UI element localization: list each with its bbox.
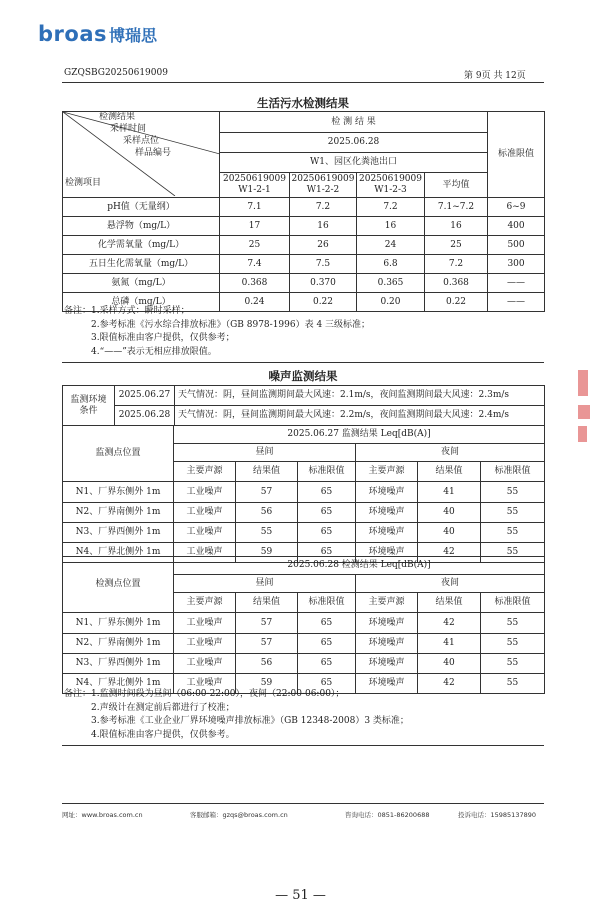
- location-header: 检测点位置: [63, 557, 174, 613]
- sewage-table: [62, 111, 545, 312]
- col-source: 主要声源: [356, 462, 418, 482]
- noise-result-table-2: [62, 556, 545, 694]
- day-header: 昼间: [174, 444, 356, 462]
- footer-rule: [62, 803, 544, 804]
- table-row: N4、厂界北侧外 1m 工业噪声 59 65 环境噪声 42 55: [63, 543, 545, 563]
- footer-email: 客服邮箱：gzqs@broas.com.cn: [190, 811, 288, 819]
- result-caption: 2025.06.28 检测结果 Leq[dB(A)]: [174, 557, 545, 575]
- corner-label-time: 采样时间: [110, 124, 147, 134]
- env-weather-1: 天气情况：阴，昼间监测期间最大风速：2.1m/s，夜间监测期间最大风速：2.3m/s: [175, 386, 545, 406]
- table-row: 总磷（mg/L） 0.24 0.22 0.20 0.22 ——: [63, 293, 545, 312]
- table-row: N3、厂界西侧外 1m 工业噪声 55 65 环境噪声 40 55: [63, 523, 545, 543]
- corner-label-result: 检测结果: [99, 112, 136, 122]
- note-line: 4.“——”表示无相应排放限值。: [91, 346, 217, 357]
- note-line: 2.声级计在测定前后都进行了校准；: [91, 702, 235, 713]
- footer-complaint-phone: 投诉电话：15985137890: [458, 811, 536, 819]
- sewage-notes: [64, 305, 370, 359]
- note-line: 3.限值标准由客户提供，仅供参考；: [91, 333, 235, 343]
- noise-result-table-1: [62, 425, 545, 563]
- noise-env-table: [62, 385, 545, 426]
- sample-date: 2025.06.28: [220, 133, 488, 153]
- corner-label-item: 检测项目: [65, 178, 102, 188]
- table-row: N3、厂界西侧外 1m 工业噪声 56 65 环境噪声 40 55: [63, 654, 545, 674]
- col-std: 标准限值: [481, 593, 545, 613]
- col-result: 结果值: [418, 593, 481, 613]
- sewage-title: 生活污水检测结果: [257, 96, 349, 110]
- noise-notes: [64, 688, 409, 742]
- note-line: 2.参考标准《污水综合排放标准》（GB 8978-1996）表 4 三级标准；: [91, 319, 371, 330]
- note-line: 3.参考标准《工业企业厂界环境噪声排放标准》（GB 12348-2008）3 类标准；: [91, 716, 409, 726]
- location-header: 监测点位置: [63, 426, 174, 482]
- std-limit-header: 标准限值: [488, 112, 545, 198]
- col-source: 主要声源: [356, 593, 418, 613]
- report-number: GZQSBG20250619009: [64, 68, 168, 78]
- section-rule: [62, 362, 544, 363]
- sample-id-2: 20250619009 W1-2-2: [290, 173, 357, 198]
- sample-id-1: 20250619009 W1-2-1: [220, 173, 290, 198]
- table-row: 氨氮（mg/L） 0.368 0.370 0.365 0.368 ——: [63, 274, 545, 293]
- note-line: 备注：1.监测时间段为昼间（06:00-22:00），夜间（22:00-06:00）；: [64, 689, 345, 699]
- table-row: N2、厂界南侧外 1m 工业噪声 57 65 环境噪声 41 55: [63, 634, 545, 654]
- sample-id-3: 20250619009 W1-2-3: [357, 173, 425, 198]
- col-result: 结果值: [236, 462, 298, 482]
- env-date-2: 2025.06.28: [115, 406, 175, 426]
- table-row: pH值（无量纲） 7.1 7.2 7.2 7.1~7.2 6~9: [63, 198, 545, 217]
- section-rule: [62, 745, 544, 746]
- seal-fragment: [578, 426, 587, 442]
- col-source: 主要声源: [174, 593, 236, 613]
- table-row: N4、厂界北侧外 1m 工业噪声 59 65 环境噪声 42 55: [63, 674, 545, 694]
- env-date-1: 2025.06.27: [115, 386, 175, 406]
- logo-latin: broas: [38, 22, 107, 46]
- page-number: — 51 —: [275, 888, 326, 903]
- env-label: 监测环境 条件: [63, 386, 115, 426]
- corner-label-point: 采样点位: [123, 136, 160, 146]
- note-line: 4.限值标准由客户提供，仅供参考。: [91, 729, 235, 740]
- col-std: 标准限值: [298, 593, 356, 613]
- seal-fragment: [578, 405, 590, 419]
- corner-label-sample: 样品编号: [135, 148, 172, 158]
- header-rule: [62, 82, 544, 83]
- seal-fragment: [578, 370, 588, 396]
- note-line: 备注：1.采样方式：瞬时采样；: [64, 306, 190, 316]
- table-row: N1、厂界东侧外 1m 工业噪声 57 65 环境噪声 42 55: [63, 613, 545, 634]
- table-row: 悬浮物（mg/L） 17 16 16 16 400: [63, 217, 545, 236]
- night-header: 夜间: [356, 575, 545, 593]
- page-indicator: 第 9页 共 12页: [464, 71, 526, 81]
- table-row: N2、厂界南侧外 1m 工业噪声 56 65 环境噪声 40 55: [63, 503, 545, 523]
- result-header: 检 测 结 果: [220, 112, 488, 133]
- footer-website: 网址：www.broas.com.cn: [62, 811, 143, 819]
- col-source: 主要声源: [174, 462, 236, 482]
- env-weather-2: 天气情况：阴，昼间监测期间最大风速：2.2m/s，夜间监测期间最大风速：2.4m/s: [175, 406, 545, 426]
- logo-chinese: 博瑞思: [109, 26, 158, 45]
- day-header: 昼间: [174, 575, 356, 593]
- table-row: 化学需氧量（mg/L） 25 26 24 25 500: [63, 236, 545, 255]
- col-result: 结果值: [236, 593, 298, 613]
- sample-location: W1、园区化粪池出口: [220, 153, 488, 173]
- result-caption: 2025.06.27 监测结果 Leq[dB(A)]: [174, 426, 545, 444]
- company-logo: [38, 22, 157, 46]
- col-std: 标准限值: [298, 462, 356, 482]
- table-row: 五日生化需氧量（mg/L） 7.4 7.5 6.8 7.2 300: [63, 255, 545, 274]
- noise-title: 噪声监测结果: [268, 369, 338, 383]
- col-result: 结果值: [418, 462, 481, 482]
- table-row: N1、厂界东侧外 1m 工业噪声 57 65 环境噪声 41 55: [63, 482, 545, 503]
- col-std: 标准限值: [481, 462, 545, 482]
- footer-consult-phone: 咨询电话：0851-86200688: [345, 811, 430, 819]
- night-header: 夜间: [356, 444, 545, 462]
- corner-header-cell: [63, 112, 220, 198]
- average-header: 平均值: [425, 173, 488, 198]
